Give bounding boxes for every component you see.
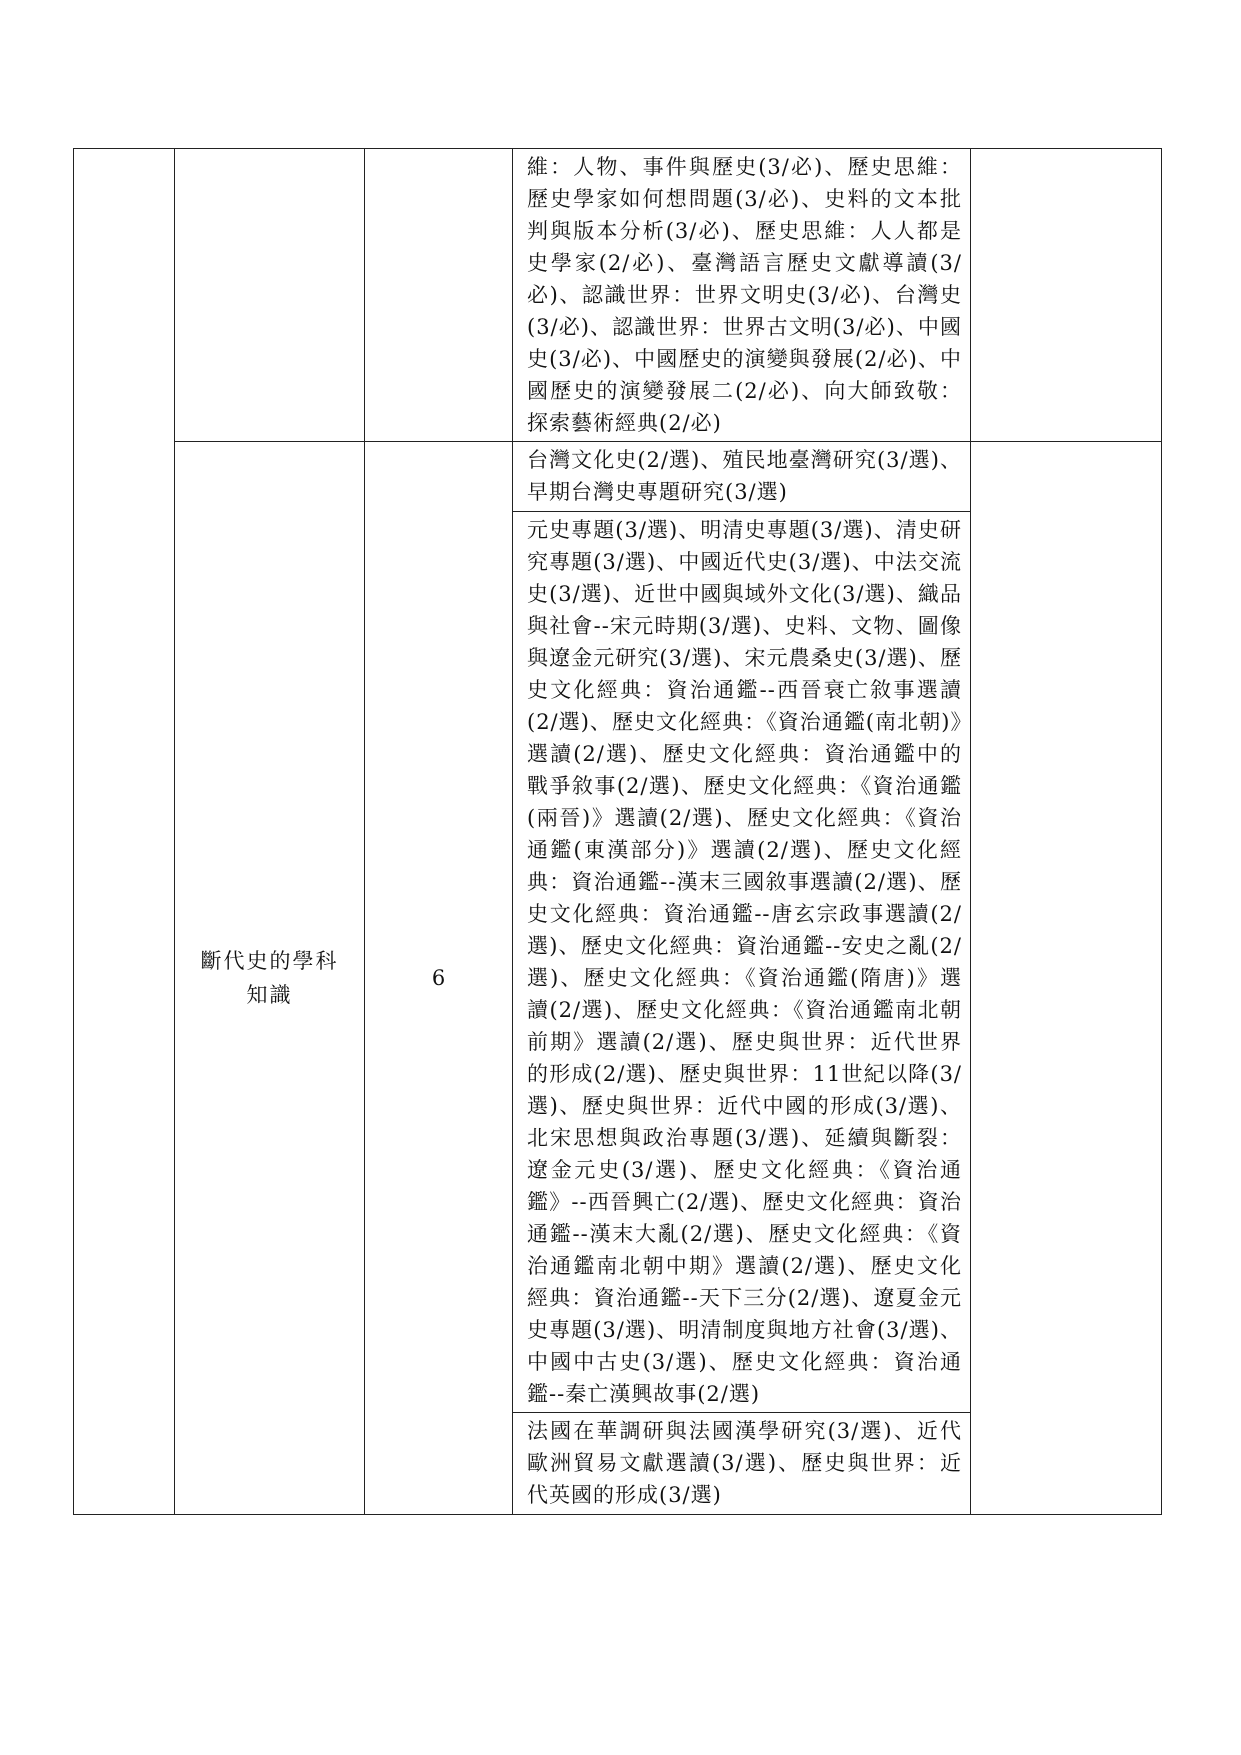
area-label: 斷代史的學科知識: [200, 949, 339, 1007]
table-row: [74, 149, 1162, 442]
cell-courses-china: 元史專題(3/選)、明清史專題(3/選)、清史研究專題(3/選)、中國近代史(3/選)、中法交流史(3/選)、近世中國與域外文化(3/選)、織品與社會--宋元時期(3/選)、史料、文物、圖像與遼金元研究(3/選)、宋元農桑史(3/選)、歷史文化經典：資治通鑑--西晉衰亡敘事選讀(2/選)、歷史文化經典：《資治通鑑(南北朝)》選讀(2/選)、歷史文化經典：資治通鑑中的戰爭敘事(2/選)、歷史文化經典：《資治通鑑(兩晉)》選讀(2/選)、歷史文化經典：《資治通鑑(東漢部分)》選讀(2/選)、歷史文化經典：資治通鑑--漢末三國敘事選讀(2/選)、歷史文化經典：資治通鑑--唐玄宗政事選讀(2/選)、歷史文化經典：資治通鑑--安史之亂(2/選)、歷史文化經典：《資治通鑑(隋唐)》選讀(2/選)、歷史文化經典：《資治通鑑南北朝前期》選讀(2/選)、歷史與世界：近代世界的形成(2/選)、歷史與世界：11世紀以降(3/選)、歷史與世界：近代中國的形成(3/選)、北宋思想與政治專題(3/選)、延續與斷裂：遼金元史(3/選)、歷史文化經典：《資治通鑑》--西晉興亡(2/選)、歷史文化經典：資治通鑑--漢末大亂(2/選)、歷史文化經典：《資治通鑑南北朝中期》選讀(2/選)、歷史文化經典：資治通鑑--天下三分(2/選)、遼夏金元史專題(3/選)、明清制度與地方社會(3/選)、中國中古史(3/選)、歷史文化經典：資治通鑑--秦亡漢興故事(2/選): [513, 512, 971, 1413]
cell-credits: [365, 149, 513, 442]
table-row: [74, 442, 1162, 512]
curriculum-table: [73, 148, 1162, 1515]
cell-area: [175, 442, 365, 1515]
cell-courses-taiwan: 台灣文化史(2/選)、殖民地臺灣研究(3/選)、早期台灣史專題研究(3/選): [513, 442, 971, 512]
cell-courses-world: 法國在華調研與法國漢學研究(3/選)、近代歐洲貿易文獻選讀(3/選)、歷史與世界：近代英國的形成(3/選): [513, 1413, 971, 1515]
cell-courses-required: 維：人物、事件與歷史(3/必)、歷史思維：歷史學家如何想問題(3/必)、史料的文本批判與版本分析(3/必)、歷史思維：人人都是史學家(2/必)、臺灣語言歷史文獻導讀(3/必)、認識世界：世界文明史(3/必)、台灣史(3/必)、認識世界：世界古文明(3/必)、中國史(3/必)、中國歷史的演變與發展(2/必)、中國歷史的演變發展二(2/必)、向大師致敬：探索藝術經典(2/必): [513, 149, 971, 442]
cell-area: [175, 149, 365, 442]
cell-notes: [971, 149, 1162, 442]
cell-category: [74, 149, 175, 1515]
cell-notes: [971, 442, 1162, 1515]
cell-credits: 6: [365, 442, 513, 1515]
